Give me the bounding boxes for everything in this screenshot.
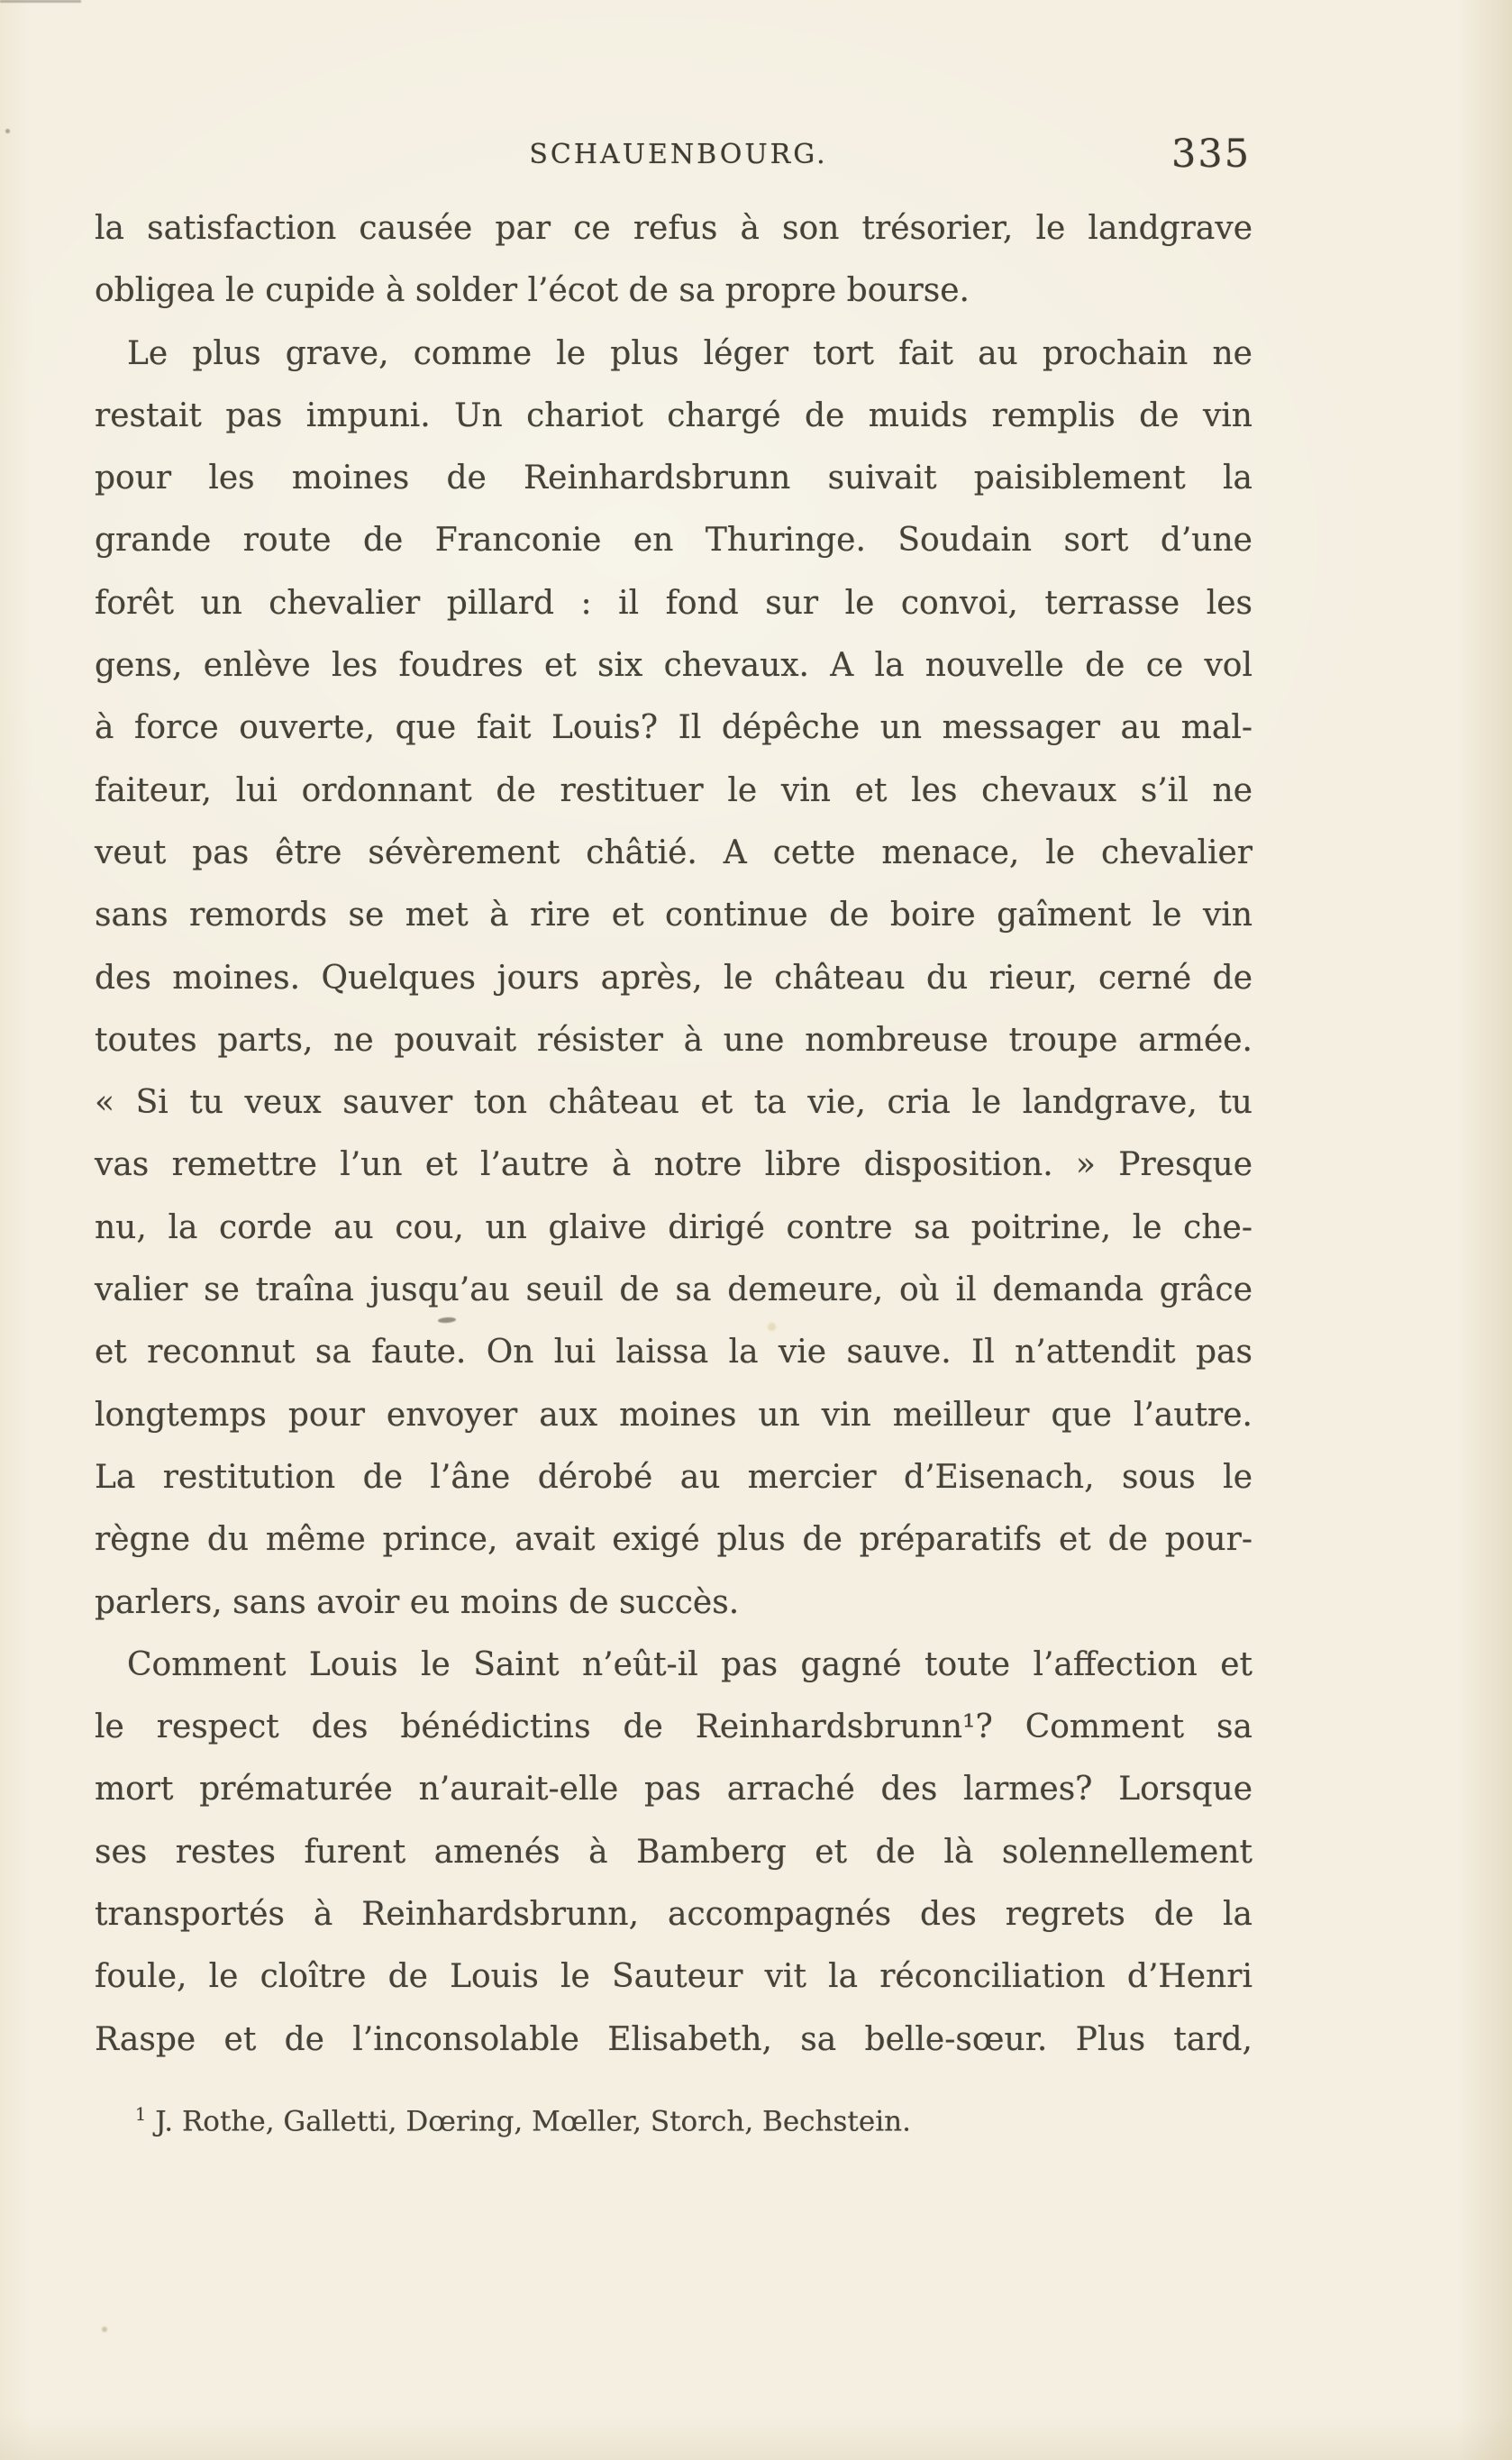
text-line: Comment Louis le Saint n’eût-il pas gagné toute l’affection et: [127, 1645, 1252, 1683]
text-line: restait pas impuni. Un chariot chargé de muids remplis de vin: [95, 396, 1252, 434]
text-line: toutes parts, ne pouvait résister à une nombreuse troupe armée.: [95, 1021, 1252, 1059]
text-line: foule, le cloître de Louis le Sauteur vit la réconciliation d’Henri: [95, 1958, 1252, 1996]
scan-speck-artifact: [102, 2327, 107, 2332]
footnote-marker: 1: [135, 2104, 147, 2125]
text-line: faiteur, lui ordonnant de restituer le vin et les chevaux s’il ne: [95, 771, 1252, 809]
text-line: transportés à Reinhardsbrunn, accompagnés des regrets de la: [95, 1896, 1252, 1934]
running-title: SCHAUENBOURG.: [529, 139, 828, 170]
page-number: 335: [1171, 132, 1252, 177]
text-line: nu, la corde au cou, un glaive dirigé contre sa poitrine, le che-: [95, 1208, 1252, 1246]
text-line: la satisfaction causée par ce refus à son trésorier, le landgrave: [95, 210, 1252, 247]
text-line: ses restes furent amenés à Bamberg et de là solennellement: [95, 1833, 1252, 1871]
text-line: sans remords se met à rire et continue de boire gaîment le vin: [95, 897, 1252, 934]
text-line: à force ouverte, que fait Louis? Il dépêche un messager au mal-: [95, 709, 1252, 747]
text-line: règne du même prince, avait exigé plus de préparatifs et de pour-: [95, 1521, 1252, 1559]
text-line: le respect des bénédictins de Reinhardsbrunn¹? Comment sa: [95, 1708, 1252, 1746]
body-text: [95, 197, 1252, 2071]
text-line: forêt un chevalier pillard : il fond sur le convoi, terrasse les: [95, 584, 1252, 622]
text-line: Raspe et de l’inconsolable Elisabeth, sa belle-sœur. Plus tard,: [95, 2020, 1252, 2058]
text-line: longtemps pour envoyer aux moines un vin meilleur que l’autre.: [95, 1396, 1252, 1434]
text-line: veut pas être sévèrement châtié. A cette menace, le chevalier: [95, 834, 1252, 871]
text-line: obligea le cupide à solder l’écot de sa propre bourse.: [95, 272, 970, 310]
text-line: mort prématurée n’aurait-elle pas arraché des larmes? Lorsque: [95, 1771, 1252, 1809]
scan-edge-artifact: [0, 0, 81, 3]
footnote-text: J. Rothe, Galletti, Dœring, Mœller, Storch, Bechstein.: [155, 2105, 911, 2138]
text-line: Le plus grave, comme le plus léger tort fait au prochain ne: [127, 334, 1252, 372]
scan-speck-artifact: [5, 129, 10, 133]
text-line: La restitution de l’âne dérobé au mercier d’Eisenach, sous le: [95, 1458, 1252, 1496]
text-line: grande route de Franconie en Thuringe. Soudain sort d’une: [95, 522, 1252, 560]
text-line: vas remettre l’un et l’autre à notre libre disposition. » Presque: [95, 1146, 1252, 1184]
text-line: gens, enlève les foudres et six chevaux. A la nouvelle de ce vol: [95, 647, 1252, 685]
text-line: « Si tu veux sauver ton château et ta vie, cria le landgrave, tu: [95, 1084, 1252, 1122]
text-line: pour les moines de Reinhardsbrunn suivait paisiblement la: [95, 460, 1252, 497]
text-line: des moines. Quelques jours après, le château du rieur, cerné de: [95, 959, 1252, 997]
footnote: [135, 2097, 911, 2139]
text-line: parlers, sans avoir eu moins de succès.: [95, 1583, 740, 1621]
text-line: et reconnut sa faute. On lui laissa la vie sauve. Il n’attendit pas: [95, 1334, 1252, 1371]
text-line: valier se traîna jusqu’au seuil de sa demeure, où il demanda grâce: [95, 1271, 1252, 1309]
